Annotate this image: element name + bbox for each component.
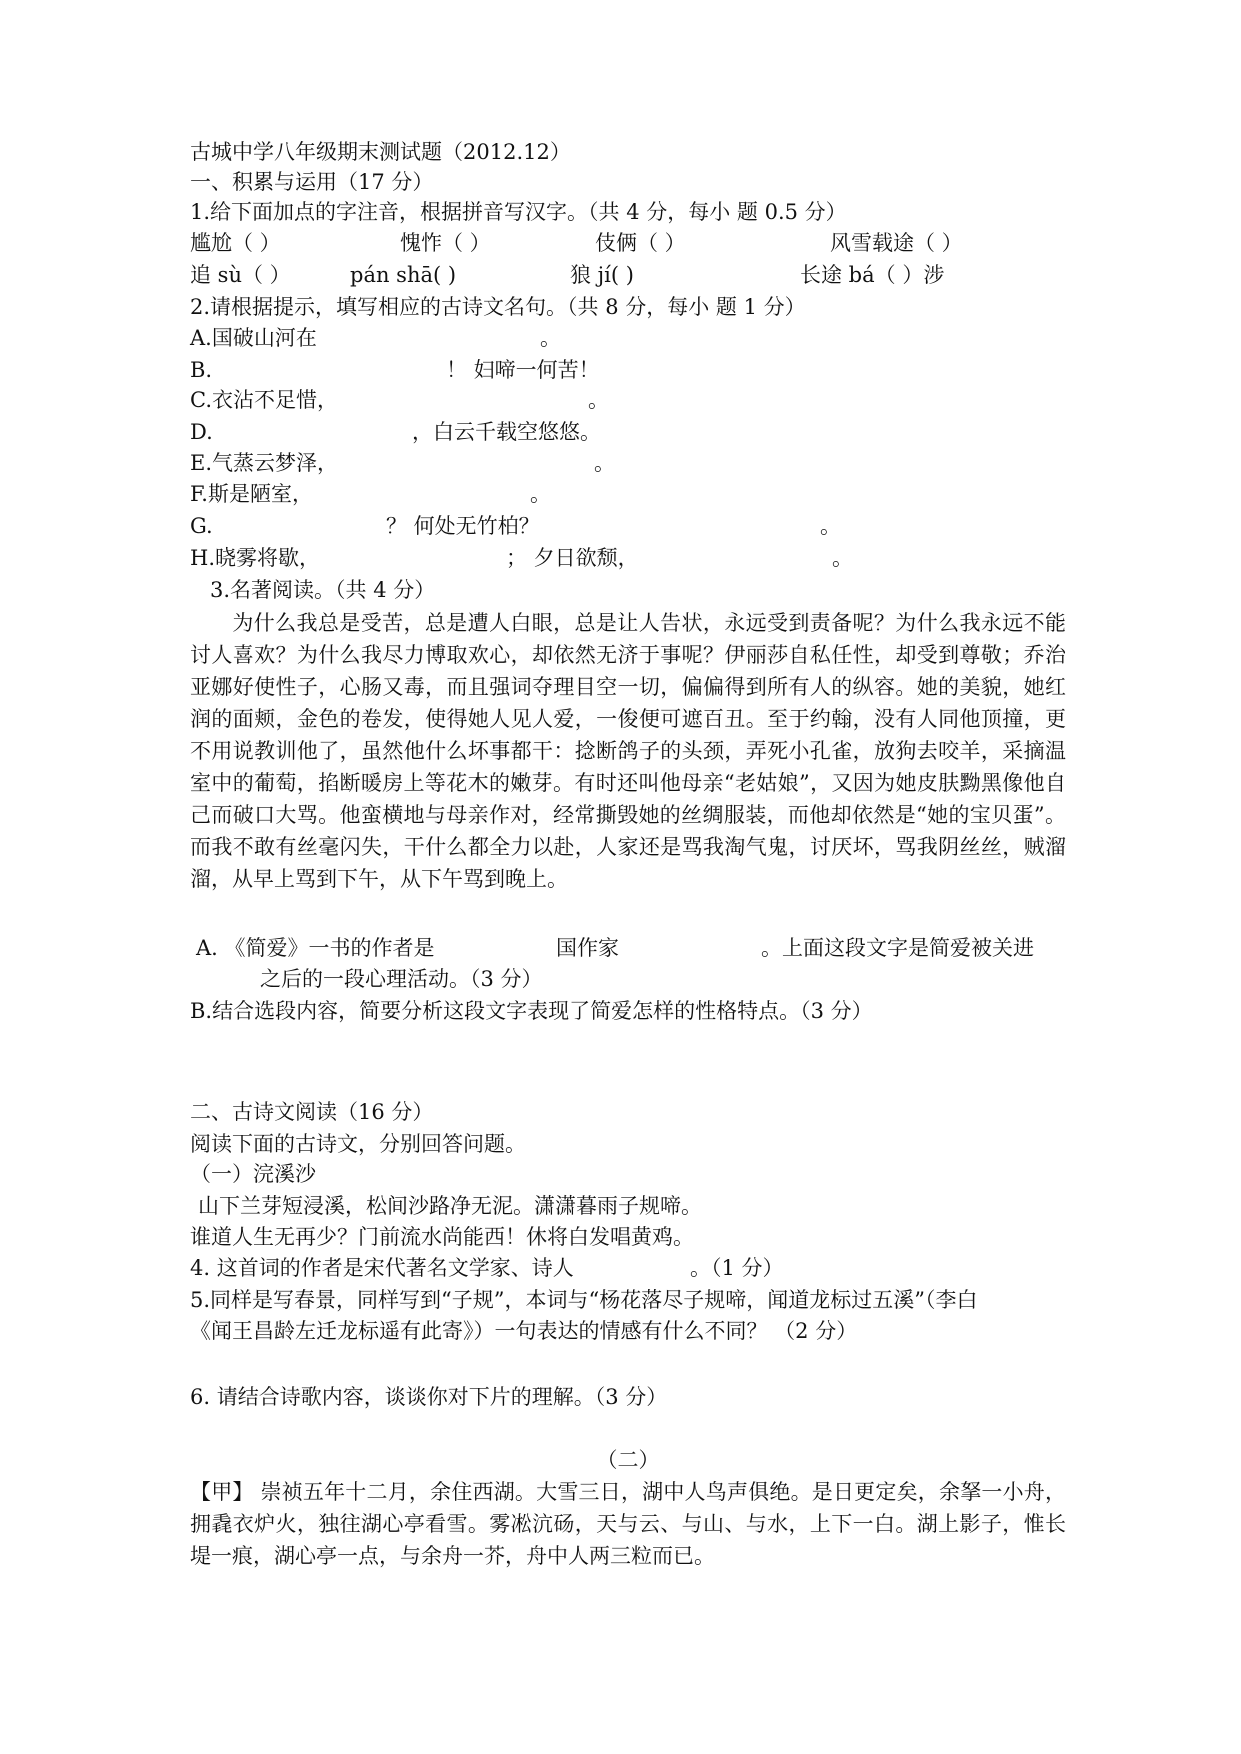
pinyin-item: 追 sù（ ）: [190, 263, 291, 287]
fill-text: A.国破山河在: [190, 326, 317, 350]
subsection-2-title: （二）: [596, 1448, 660, 1472]
pinyin-item: 狼 jí( ): [570, 263, 634, 287]
pinyin-item: 尴尬（ ）: [190, 231, 281, 255]
poem-fill-e: [190, 447, 1081, 479]
poem-fill-h: [190, 542, 1081, 574]
poem-fill-c: [190, 384, 1081, 416]
pinyin-item: 风雪载途（ ）: [830, 231, 963, 255]
poem-fill-g: [190, 510, 1081, 542]
fill-text: D.: [190, 420, 213, 444]
fill-text: G.: [190, 514, 213, 538]
question-1-prompt: 1.给下面加点的字注音，根据拼音写汉字。（共 4 分，每小 题 0.5 分）: [190, 200, 847, 224]
passage-jia: 【甲】 崇祯五年十二月，余住西湖。大雪三日，湖中人鸟声俱绝。是日更定矣，余拏一小舟，拥毳衣炉火，独往湖心亭看雪。雾凇沆砀，天与云、与山、与水，上下一白。湖上影子，惟长堤一痕，湖心亭一点，与余舟一芥，舟中人两三粒而已。: [190, 1480, 1066, 1568]
fill-text: 。: [530, 482, 551, 506]
fill-text: 。（1 分）: [690, 1256, 784, 1280]
question-1-row-1: [190, 227, 1081, 259]
poem-title: （一）浣溪沙: [190, 1162, 316, 1186]
fill-text: ，白云千载空悠悠。: [412, 420, 601, 444]
question-3b: B.结合选段内容，简要分析这段文字表现了简爱怎样的性格特点。（3 分）: [190, 999, 873, 1023]
poem-line-2: 谁道人生无再少？门前流水尚能西！休将白发唱黄鸡。: [190, 1225, 694, 1249]
fill-text: A. 《简爱》一书的作者是: [196, 936, 435, 960]
poem-fill-f: [190, 478, 1081, 510]
fill-text: 国作家: [556, 936, 619, 960]
fill-text: H.晓雾将歇，: [190, 546, 320, 570]
fill-text: 4. 这首词的作者是宋代著名文学家、诗人: [190, 1256, 574, 1280]
pinyin-item: 长途 bá（ ）涉: [800, 263, 945, 287]
section-2-intro: 阅读下面的古诗文，分别回答问题。: [190, 1132, 526, 1156]
fill-text: C.衣沾不足惜，: [190, 388, 338, 412]
fill-text: E.气蒸云梦泽，: [190, 451, 339, 475]
jane-eyre-passage: [190, 607, 1066, 895]
poem-fill-d: [190, 416, 1081, 448]
question-5-line-1: 5.同样是写春景，同样写到“子规”，本词与“杨花落尽子规啼，闻道龙标过五溪”（李白: [190, 1288, 978, 1312]
poem-line-1: 山下兰芽短浸溪，松间沙路净无泥。潇潇暮雨子规啼。: [198, 1194, 702, 1218]
section-2-heading: 二、古诗文阅读（16 分）: [190, 1100, 434, 1124]
passage-text: 为什么我总是受苦，总是遭人白眼，总是让人告状，永远受到责备呢？为什么我永远不能讨人喜欢？为什么我尽力博取欢心，却依然无济于事呢？伊丽莎自私任性，却受到尊敬；乔治亚娜好使性子，心肠又毒，而且强词夺理目空一切，偏偏得到所有人的纵容。她的美貌，她红润的面颊，金色的卷发，使得她人见人爱，一俊便可遮百丑。至于约翰，没有人同他顶撞，更不用说教训他了，虽然他什么坏事都干：捻断鸽子的头颈，弄死小孔雀，放狗去咬羊，采摘温室中的葡萄，掐断暖房上等花木的嫩芽。有时还叫他母亲“老姑娘”，又因为她皮肤黝黑像他自己而破口大骂。他蛮横地与母亲作对，经常撕毁她的丝绸服装，而他却依然是“她的宝贝蛋”。而我不敢有丝毫闪失，干什么都全力以赴，人家还是骂我淘气鬼，讨厌坏，骂我阴丝丝，贼溜溜，从早上骂到下午，从下午骂到晚上。: [190, 611, 1066, 891]
question-4: [190, 1252, 1081, 1284]
question-6: 6. 请结合诗歌内容，谈谈你对下片的理解。（3 分）: [190, 1385, 668, 1409]
fill-text: 。上面这段文字是简爱被关进: [761, 936, 1034, 960]
fill-text: 。: [594, 451, 615, 475]
fill-text: 。: [820, 514, 841, 538]
section-1-heading: 一、积累与运用（17 分）: [190, 170, 434, 194]
question-3a-line-1: [196, 932, 1081, 964]
question-3a-line-2: 之后的一段心理活动。（3 分）: [260, 967, 543, 991]
exam-title: 古城中学八年级期末测试题（2012.12）: [190, 140, 571, 164]
fill-text: ！ 妇啼一何苦！: [446, 358, 600, 382]
fill-text: ； 夕日欲颓，: [506, 546, 639, 570]
fill-text: 。: [540, 326, 561, 350]
question-3-prompt: 3.名著阅读。（共 4 分）: [210, 578, 436, 602]
pinyin-item: 伎俩（ ）: [595, 231, 686, 255]
question-1-row-2: [190, 259, 1081, 291]
fill-text: ？ 何处无竹柏？: [386, 514, 540, 538]
fill-text: 。: [588, 388, 609, 412]
question-5-line-2: 《闻王昌龄左迁龙标遥有此寄》）一句表达的情感有什么不同？ （2 分）: [190, 1319, 858, 1343]
question-2-prompt: 2.请根据提示，填写相应的古诗文名句。（共 8 分，每小 题 1 分）: [190, 295, 806, 319]
poem-fill-a: [190, 322, 1081, 354]
fill-text: F.斯是陋室，: [190, 482, 313, 506]
pinyin-item: 愧怍（ ）: [400, 231, 491, 255]
pinyin-item: pán shā( ): [350, 263, 457, 287]
fill-text: 。: [832, 546, 853, 570]
fill-text: B.: [190, 358, 213, 382]
poem-fill-b: [190, 354, 1081, 386]
